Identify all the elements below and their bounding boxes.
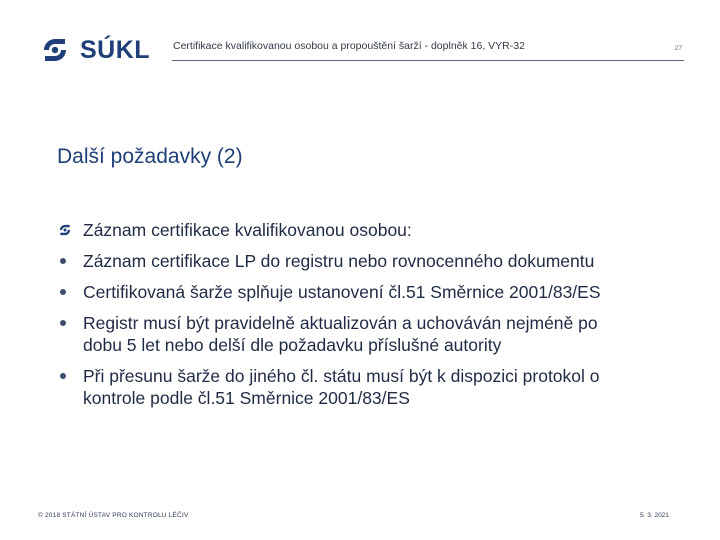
bullet-item (57, 219, 687, 241)
bullet-list (57, 219, 687, 418)
bullet-text: Záznam certifikace kvalifikovanou osobou: (83, 220, 412, 240)
dot-bullet-icon (57, 250, 75, 272)
footer-date: 5. 3. 2021 (640, 512, 669, 519)
header-title: Certifikace kvalifikovanou osobou a propouštění šarží - doplněk 16, VYR-32 (173, 40, 525, 52)
dot-bullet-icon (57, 281, 75, 303)
bullet-item (57, 312, 687, 356)
sukl-logo-icon (38, 35, 72, 65)
slide-title: Další požadavky (2) (57, 145, 243, 168)
dot-bullet-icon (57, 312, 75, 334)
bullet-text: Při přesunu šarže do jiného čl. státu musí být k dispozici protokol o kontrole podle čl.51 Směrnice 2001/83/ES (83, 366, 600, 408)
dot-bullet-icon (57, 365, 75, 387)
sukl-bullet-icon (57, 219, 75, 241)
bullet-item (57, 250, 687, 272)
bullet-text: Registr musí být pravidelně aktualizován a uchováván nejméně po dobu 5 let nebo delší dle požadavku příslušné autority (83, 313, 598, 355)
bullet-item (57, 281, 687, 303)
sukl-logo (38, 34, 150, 66)
bullet-text: Certifikovaná šarže splňuje ustanovení čl.51 Směrnice 2001/83/ES (83, 282, 601, 302)
header-divider (172, 60, 684, 61)
bullet-item (57, 365, 687, 409)
page-number: 27 (674, 45, 682, 52)
bullet-text: Záznam certifikace LP do registru nebo rovnocenného dokumentu (83, 251, 595, 271)
footer-copyright: © 2018 STÁTNÍ ÚSTAV PRO KONTROLU LÉČIV (38, 512, 189, 519)
logo-text: SÚKL (80, 36, 151, 64)
